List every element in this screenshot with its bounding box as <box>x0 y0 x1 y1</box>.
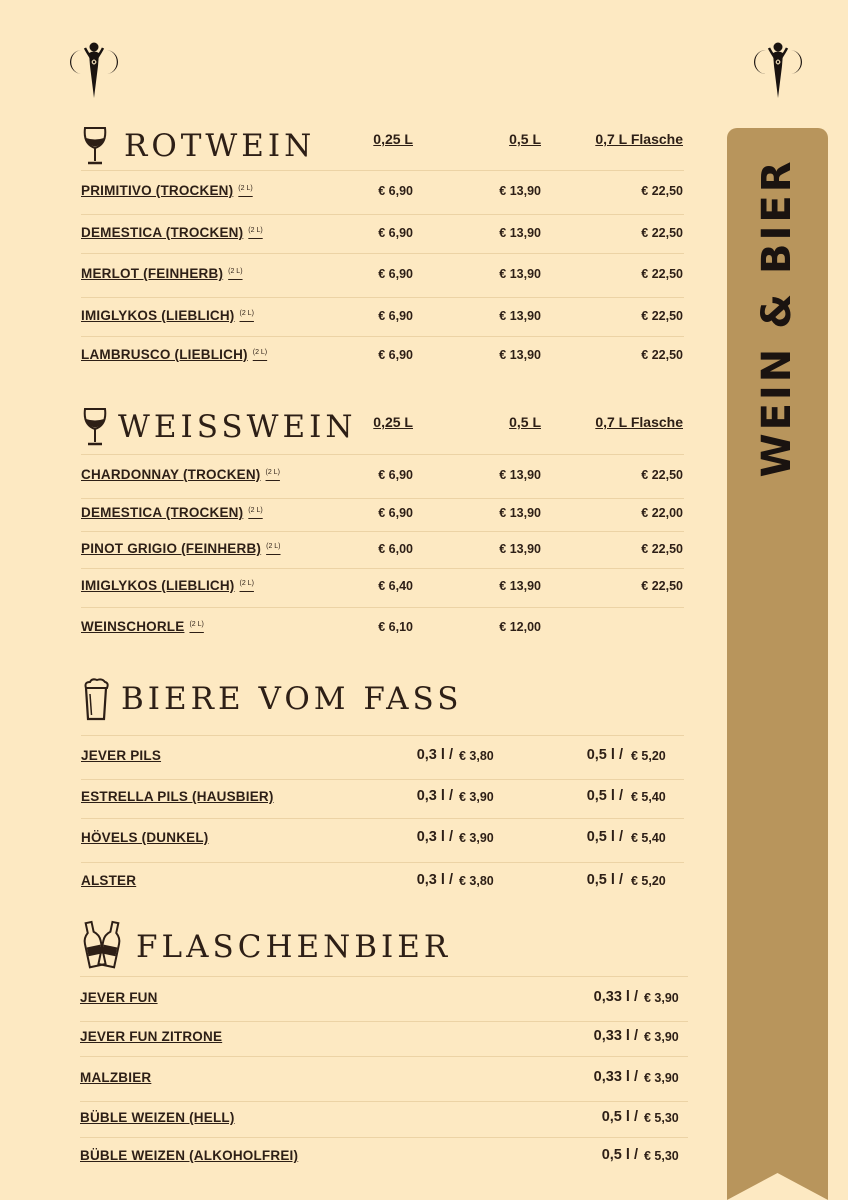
volume-small: 0,3 l / <box>416 829 453 845</box>
price-05: € 13,90 <box>499 348 541 362</box>
item-note: (2 L) <box>239 579 254 587</box>
menu-row <box>81 505 684 525</box>
volume-small: 0,3 l / <box>416 788 453 804</box>
price-small: € 3,90 <box>459 831 494 845</box>
divider <box>81 531 684 532</box>
col-head-025: 0,25 L <box>373 131 413 147</box>
banner-notch <box>727 1170 828 1200</box>
price: € 3,90 <box>644 991 679 1005</box>
item-note: (2 L) <box>228 267 243 275</box>
divider <box>80 1137 688 1138</box>
price-07: € 22,50 <box>641 267 683 281</box>
price-025: € 6,90 <box>378 348 413 362</box>
section-title-fass: BIERE VOM FASS <box>121 681 463 717</box>
item-name: IMIGLYKOS (LIEBLICH) <box>81 308 235 323</box>
menu-row <box>80 990 688 1010</box>
item-note: (2 L) <box>265 468 280 476</box>
menu-row <box>80 1110 688 1130</box>
divider <box>80 1021 688 1022</box>
volume: 0,5 l / <box>601 1109 638 1125</box>
price-05: € 13,90 <box>499 226 541 240</box>
beer-bottles-icon <box>80 918 124 970</box>
divider <box>81 336 684 337</box>
item-name: PRIMITIVO (TROCKEN) <box>81 183 234 198</box>
price-07: € 22,50 <box>641 579 683 593</box>
item-name: CHARDONNAY (TROCKEN) <box>81 467 261 482</box>
menu-row <box>81 619 684 639</box>
item-name: MERLOT (FEINHERB) <box>81 266 224 281</box>
menu-row <box>81 183 684 203</box>
volume: 0,33 l / <box>593 1069 638 1085</box>
divider <box>81 297 684 298</box>
item-name: MALZBIER <box>80 1070 152 1085</box>
price: € 5,30 <box>644 1111 679 1125</box>
item-name: PINOT GRIGIO (FEINHERB) <box>81 541 262 556</box>
divider <box>81 735 684 736</box>
menu-row <box>81 873 684 893</box>
price-07: € 22,50 <box>641 184 683 198</box>
item-name: LAMBRUSCO (LIEBLICH) <box>81 347 248 362</box>
price-025: € 6,90 <box>378 309 413 323</box>
price-07: € 22,00 <box>641 506 683 520</box>
menu-row <box>81 467 684 487</box>
menu-row <box>80 1148 688 1168</box>
divider <box>80 976 688 977</box>
col-head-07: 0,7 L Flasche <box>595 414 683 430</box>
moon-goddess-logo-icon <box>754 38 802 100</box>
section-title-flasche: FLASCHENBIER <box>136 929 452 965</box>
menu-row <box>81 748 684 768</box>
price-05: € 13,90 <box>499 579 541 593</box>
price-large: € 5,40 <box>631 790 666 804</box>
section-title-rotwein: ROTWEIN <box>124 128 316 164</box>
wine-glass-icon <box>82 126 108 166</box>
price: € 5,30 <box>644 1149 679 1163</box>
volume: 0,5 l / <box>601 1147 638 1163</box>
col-head-07: 0,7 L Flasche <box>595 131 683 147</box>
volume: 0,33 l / <box>593 989 638 1005</box>
price-small: € 3,90 <box>459 790 494 804</box>
price-07: € 22,50 <box>641 542 683 556</box>
item-note: (2 L) <box>266 542 281 550</box>
section-title-weisswein: WEISSWEIN <box>118 409 357 445</box>
price-large: € 5,20 <box>631 874 666 888</box>
price-05: € 13,90 <box>499 506 541 520</box>
price-small: € 3,80 <box>459 749 494 763</box>
menu-row <box>80 1070 688 1090</box>
volume-large: 0,5 l / <box>586 872 623 888</box>
price-025: € 6,90 <box>378 506 413 520</box>
menu-row <box>81 225 684 245</box>
divider <box>81 214 684 215</box>
divider <box>81 170 684 171</box>
divider <box>81 779 684 780</box>
volume-large: 0,5 l / <box>586 788 623 804</box>
item-note: (2 L) <box>248 226 263 234</box>
divider <box>80 1056 688 1057</box>
price-05: € 13,90 <box>499 184 541 198</box>
price: € 3,90 <box>644 1030 679 1044</box>
col-head-05: 0,5 L <box>509 414 541 430</box>
wine-glass-icon <box>82 407 108 447</box>
item-note: (2 L) <box>239 309 254 317</box>
menu-row <box>81 789 684 809</box>
price-025: € 6,10 <box>378 620 413 634</box>
divider <box>81 498 684 499</box>
menu-row <box>81 578 684 598</box>
price-07: € 22,50 <box>641 468 683 482</box>
volume-small: 0,3 l / <box>416 747 453 763</box>
item-name: JEVER PILS <box>81 748 162 763</box>
divider <box>81 607 684 608</box>
volume: 0,33 l / <box>593 1028 638 1044</box>
price-large: € 5,20 <box>631 749 666 763</box>
item-name: BÜBLE WEIZEN (HELL) <box>80 1110 235 1125</box>
price: € 3,90 <box>644 1071 679 1085</box>
item-name: JEVER FUN ZITRONE <box>80 1029 223 1044</box>
price-025: € 6,90 <box>378 468 413 482</box>
beer-mug-icon <box>82 678 110 722</box>
price-05: € 13,90 <box>499 267 541 281</box>
divider <box>81 454 684 455</box>
item-name: HÖVELS (DUNKEL) <box>81 830 209 845</box>
price-05: € 12,00 <box>499 620 541 634</box>
item-name: JEVER FUN <box>80 990 158 1005</box>
divider <box>81 253 684 254</box>
item-name: DEMESTICA (TROCKEN) <box>81 505 244 520</box>
divider <box>81 568 684 569</box>
item-name: WEINSCHORLE <box>81 619 185 634</box>
col-head-025: 0,25 L <box>373 414 413 430</box>
banner-title: WEIN & BIER <box>754 158 800 478</box>
item-note: (2 L) <box>238 184 253 192</box>
volume-small: 0,3 l / <box>416 872 453 888</box>
item-note: (2 L) <box>189 620 204 628</box>
volume-large: 0,5 l / <box>586 829 623 845</box>
item-name: BÜBLE WEIZEN (ALKOHOLFREI) <box>80 1148 299 1163</box>
col-head-05: 0,5 L <box>509 131 541 147</box>
price-small: € 3,80 <box>459 874 494 888</box>
divider <box>81 818 684 819</box>
price-07: € 22,50 <box>641 226 683 240</box>
item-name: ESTRELLA PILS (HAUSBIER) <box>81 789 274 804</box>
price-05: € 13,90 <box>499 468 541 482</box>
item-note: (2 L) <box>248 506 263 514</box>
item-note: (2 L) <box>252 348 268 356</box>
menu-row <box>80 1029 688 1049</box>
price-025: € 6,90 <box>378 226 413 240</box>
price-025: € 6,90 <box>378 184 413 198</box>
menu-row <box>81 830 684 850</box>
price-025: € 6,40 <box>378 579 413 593</box>
item-name: ALSTER <box>81 873 137 888</box>
price-025: € 6,00 <box>378 542 413 556</box>
price-large: € 5,40 <box>631 831 666 845</box>
price-025: € 6,90 <box>378 267 413 281</box>
item-name: IMIGLYKOS (LIEBLICH) <box>81 578 235 593</box>
divider <box>80 1101 688 1102</box>
menu-row <box>81 541 684 561</box>
price-07: € 22,50 <box>641 348 683 362</box>
menu-row <box>81 308 684 328</box>
divider <box>81 862 684 863</box>
price-07: € 22,50 <box>641 309 683 323</box>
item-name: DEMESTICA (TROCKEN) <box>81 225 244 240</box>
volume-large: 0,5 l / <box>586 747 623 763</box>
menu-row <box>81 266 684 286</box>
menu-row <box>81 347 684 367</box>
price-05: € 13,90 <box>499 542 541 556</box>
price-05: € 13,90 <box>499 309 541 323</box>
moon-goddess-logo-icon <box>70 38 118 100</box>
